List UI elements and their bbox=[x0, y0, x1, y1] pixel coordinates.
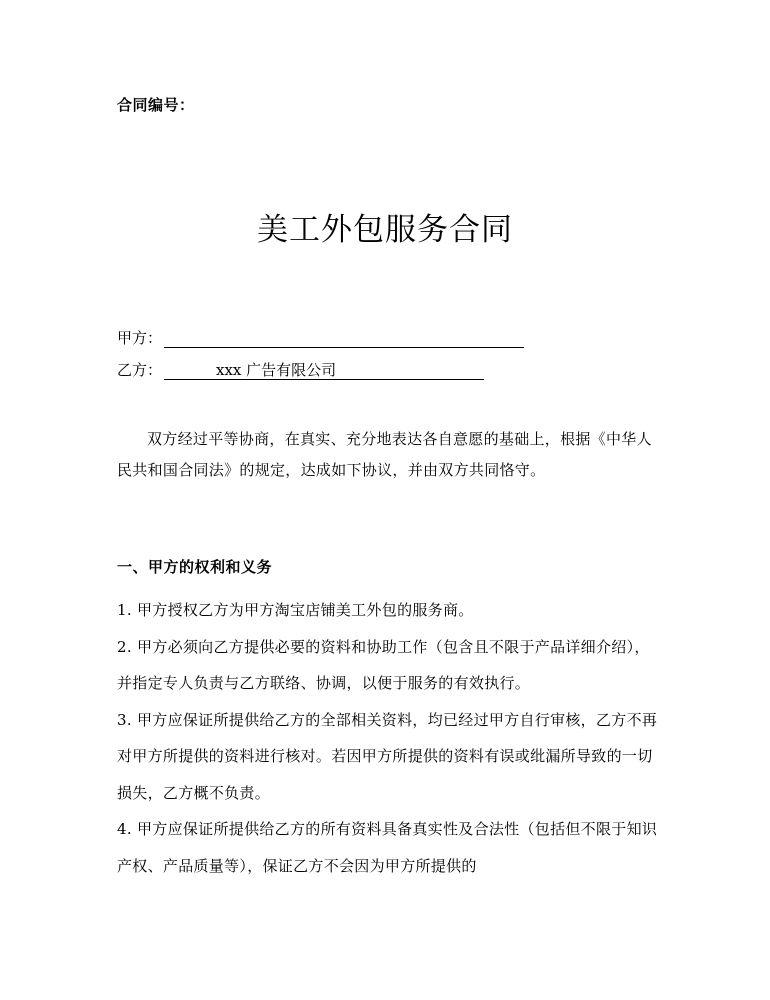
contract-number-label: 合同编号： bbox=[117, 96, 195, 114]
clause-item: 2. 甲方必须向乙方提供必要的资料和协助工作（包含且不限于产品详细介绍），并指定专人负责与乙方联络、协调，以便于服务的有效执行。 bbox=[117, 637, 650, 692]
clause-list bbox=[117, 592, 662, 884]
clause-item: 4. 甲方应保证所提供给乙方的所有资料具备真实性及合法性（包括但不限于知识产权、产品质量等），保证乙方不会因为甲方所提供的 bbox=[117, 820, 658, 875]
clause-item: 1. 甲方授权乙方为甲方淘宝店铺美工外包的服务商。 bbox=[117, 601, 474, 619]
party-a-label: 甲方： bbox=[117, 329, 163, 347]
party-b-label: 乙方： bbox=[117, 361, 163, 379]
document-title: 美工外包服务合同 bbox=[257, 212, 513, 248]
party-a-row bbox=[117, 328, 524, 348]
clause-item: 3. 甲方应保证所提供给乙方的全部相关资料，均已经过甲方自行审核，乙方不再对甲方所提供的资料进行核对。若因甲方所提供的资料有误或纰漏所导致的一切损失，乙方概不负责。 bbox=[117, 710, 658, 802]
party-a-field bbox=[164, 328, 524, 348]
party-b-field: xxx 广告有限公司 bbox=[164, 361, 484, 380]
section-heading: 一、甲方的权利和义务 bbox=[117, 558, 273, 576]
intro-paragraph: 双方经过平等协商，在真实、充分地表达各自意愿的基础上，根据《中华人民共和国合同法》的规定，达成如下协议，并由双方共同恪守。 bbox=[117, 430, 652, 479]
party-b-row bbox=[117, 360, 484, 380]
